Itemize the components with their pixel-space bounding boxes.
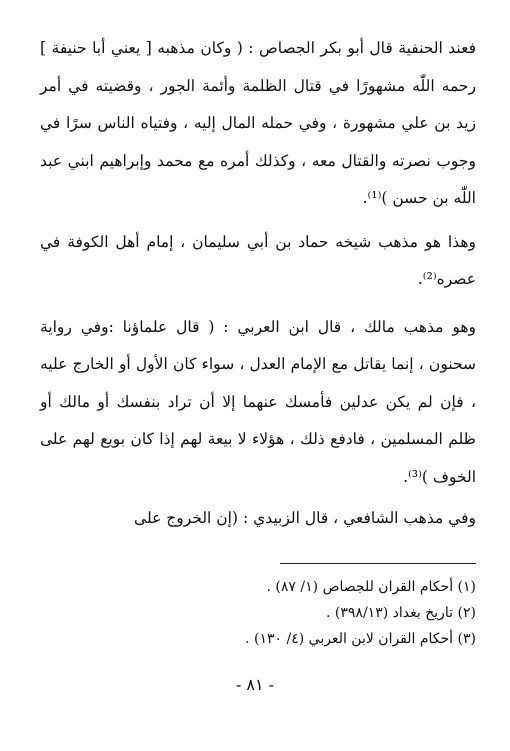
paragraph-maliki: وهو مذهب مالك ، قال ابن العربي : ( قال علماؤنا :وفي رواية سحنون ، إنما يقاتل مع الإمام العدل ، سواء كان الأول أو الخارج عليه ، فإن لم يكن عدلين فأمسك عنهما إلا أن تراد بنفسك أو مالك أو ظلم المسلمين ، فادفع ذلك ، هؤلاء لا بيعة لهم إذا كان بويع لهم على الخوف )⁽³⁾.: [40, 317, 476, 486]
footnotes: [40, 574, 476, 652]
footnote-separator: [280, 563, 476, 564]
paragraph-shafii: وفي مذهب الشافعي ، قال الزبيدي : (إن الخروج على: [134, 509, 476, 527]
main-text: [40, 30, 476, 538]
page-number: - ٨١ -: [235, 675, 275, 694]
paragraph-hanafi: فعند الحنفية قال أبو بكر الجصاص : ( وكان مذهبه [ يعني أبا حنيفة ] رحمه اللّٰه مشهورًا في قتال الظلمة وأئمة الجور ، وقضيته في أمر زيد بن علي مشهورة ، وفي حمله المال إليه ، وفتياه الناس سرًا في وجوب نصرته والقتال معه ، وكذلك أمره مع محمد وإبراهيم ابني عبد اللّٰه بن حسن )⁽¹⁾.: [40, 39, 476, 207]
footnote-2: (٢) تاريخ بغداد (٣٩٨/١٣) .: [326, 605, 476, 621]
footnote-3: (٣) أحكام القران لابن العربي (٤/ ١٣٠) .: [245, 631, 476, 647]
paragraph-hammad: وهذا هو مذهب شيخه حماد بن أبي سليمان ، إمام أهل الكوفة في عصره⁽²⁾.: [40, 232, 476, 288]
footnote-1: (١) أحكام القران للجصاص (١/ ٨٧) .: [266, 579, 476, 595]
